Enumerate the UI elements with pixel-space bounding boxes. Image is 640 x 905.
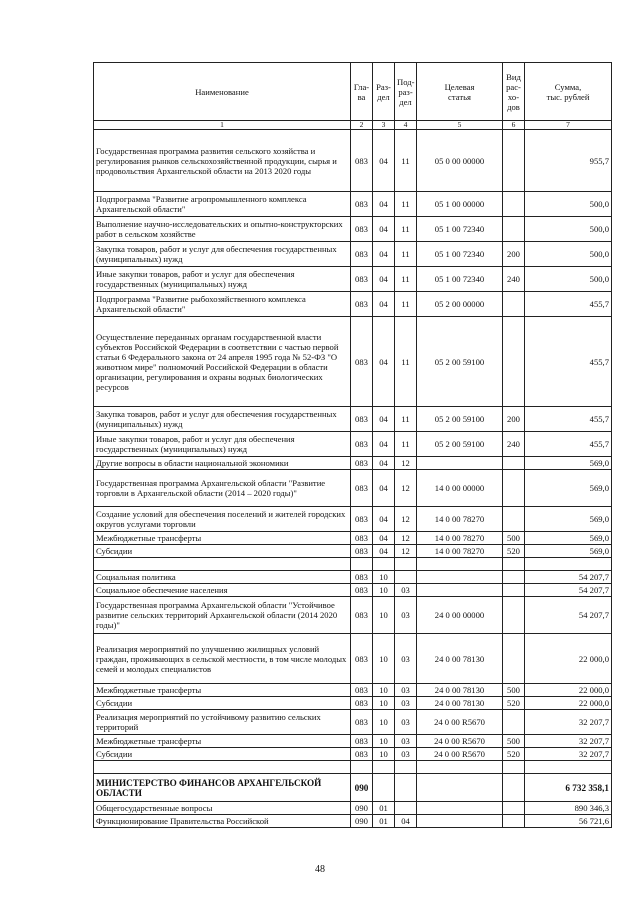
cell-glava: 090 — [351, 802, 373, 815]
cell-vid — [503, 774, 525, 802]
cell-razdel: 04 — [373, 407, 395, 432]
cell-podrazdel: 11 — [395, 267, 417, 292]
cell-name: Субсидии — [94, 697, 351, 710]
cell-sum: 569,0 — [525, 532, 612, 545]
cell-glava: 083 — [351, 407, 373, 432]
budget-table — [93, 62, 612, 828]
cell-name: Социальное обеспечение населения — [94, 584, 351, 597]
cell-glava: 083 — [351, 267, 373, 292]
cell-target — [417, 802, 503, 815]
cell-razdel: 04 — [373, 292, 395, 317]
col-number: 3 — [373, 121, 395, 130]
cell-razdel: 04 — [373, 242, 395, 267]
cell-name: Другие вопросы в области национальной экономики — [94, 457, 351, 470]
cell-vid: 520 — [503, 748, 525, 761]
cell-razdel: 04 — [373, 267, 395, 292]
cell-name: Межбюджетные трансферты — [94, 532, 351, 545]
cell-razdel: 10 — [373, 597, 395, 634]
cell-vid — [503, 292, 525, 317]
cell-sum: 32 207,7 — [525, 748, 612, 761]
header-podrazdel: Под- раз- дел — [395, 63, 417, 121]
cell-target: 24 0 00 R5670 — [417, 748, 503, 761]
cell-razdel: 10 — [373, 634, 395, 684]
cell-sum: 569,0 — [525, 545, 612, 558]
cell-target: 05 2 00 00000 — [417, 292, 503, 317]
cell-name: Межбюджетные трансферты — [94, 735, 351, 748]
cell-podrazdel: 03 — [395, 697, 417, 710]
cell-vid — [503, 571, 525, 584]
cell-name — [94, 761, 351, 774]
cell-vid: 500 — [503, 684, 525, 697]
cell-vid — [503, 597, 525, 634]
header-vid: Вид рас- хо- дов — [503, 63, 525, 121]
cell-glava: 083 — [351, 545, 373, 558]
cell-name: Межбюджетные трансферты — [94, 684, 351, 697]
table-row — [94, 130, 612, 192]
cell-name: Реализация мероприятий по улучшению жилищных условий граждан, проживающих в сельской местности, в том числе молодых семей и молодых специалистов — [94, 634, 351, 684]
cell-sum: 455,7 — [525, 407, 612, 432]
cell-podrazdel: 12 — [395, 545, 417, 558]
col-number: 6 — [503, 121, 525, 130]
table-row — [94, 684, 612, 697]
cell-target: 05 1 00 00000 — [417, 192, 503, 217]
cell-name: Закупка товаров, работ и услуг для обеспечения государственных (муниципальных) нужд — [94, 242, 351, 267]
header-target: Целевая статья — [417, 63, 503, 121]
table-row — [94, 407, 612, 432]
cell-vid: 500 — [503, 532, 525, 545]
cell-name: Создание условий для обеспечения поселений и жителей городских округов услугами торговли — [94, 507, 351, 532]
cell-podrazdel: 12 — [395, 457, 417, 470]
cell-sum: 455,7 — [525, 317, 612, 407]
cell-name: Социальная политика — [94, 571, 351, 584]
cell-razdel: 10 — [373, 748, 395, 761]
cell-podrazdel: 03 — [395, 684, 417, 697]
cell-target: 14 0 00 78270 — [417, 532, 503, 545]
cell-podrazdel: 11 — [395, 192, 417, 217]
header-sum: Сумма, тыс. рублей — [525, 63, 612, 121]
cell-target: 24 0 00 R5670 — [417, 710, 503, 735]
cell-razdel: 04 — [373, 192, 395, 217]
cell-razdel: 04 — [373, 470, 395, 507]
cell-podrazdel: 12 — [395, 532, 417, 545]
cell-sum: 32 207,7 — [525, 735, 612, 748]
cell-name: Подпрограмма "Развитие рыбохозяйственного комплекса Архангельской области" — [94, 292, 351, 317]
cell-razdel: 10 — [373, 584, 395, 597]
cell-sum: 6 732 358,1 — [525, 774, 612, 802]
cell-name: Государственная программа Архангельской области "Развитие торговли в Архангельской области (2014 – 2020 годы)" — [94, 470, 351, 507]
cell-target: 24 0 00 R5670 — [417, 735, 503, 748]
table-row — [94, 507, 612, 532]
cell-podrazdel: 11 — [395, 432, 417, 457]
cell-target: 05 1 00 72340 — [417, 242, 503, 267]
cell-vid — [503, 761, 525, 774]
cell-vid: 520 — [503, 697, 525, 710]
cell-vid — [503, 457, 525, 470]
cell-sum: 22 000,0 — [525, 697, 612, 710]
cell-sum: 54 207,7 — [525, 597, 612, 634]
cell-glava: 083 — [351, 130, 373, 192]
cell-podrazdel: 03 — [395, 710, 417, 735]
table-row — [94, 317, 612, 407]
cell-podrazdel — [395, 802, 417, 815]
cell-podrazdel: 03 — [395, 634, 417, 684]
col-number: 5 — [417, 121, 503, 130]
cell-podrazdel: 11 — [395, 317, 417, 407]
table-row — [94, 267, 612, 292]
cell-podrazdel — [395, 774, 417, 802]
table-row — [94, 532, 612, 545]
cell-sum: 569,0 — [525, 457, 612, 470]
cell-razdel — [373, 774, 395, 802]
cell-vid: 200 — [503, 242, 525, 267]
cell-sum: 569,0 — [525, 507, 612, 532]
cell-name: Выполнение научно-исследовательских и опытно-конструкторских работ в сельском хозяйстве — [94, 217, 351, 242]
cell-razdel: 04 — [373, 217, 395, 242]
cell-target — [417, 815, 503, 828]
cell-target: 05 2 00 59100 — [417, 407, 503, 432]
cell-vid: 520 — [503, 545, 525, 558]
cell-name: Иные закупки товаров, работ и услуг для обеспечения государственных (муниципальных) нужд — [94, 432, 351, 457]
header-glava: Гла- ва — [351, 63, 373, 121]
cell-vid — [503, 130, 525, 192]
cell-podrazdel: 03 — [395, 748, 417, 761]
cell-target — [417, 761, 503, 774]
cell-podrazdel: 11 — [395, 407, 417, 432]
cell-glava: 083 — [351, 748, 373, 761]
cell-glava: 083 — [351, 697, 373, 710]
cell-target — [417, 457, 503, 470]
cell-podrazdel — [395, 571, 417, 584]
cell-podrazdel: 03 — [395, 584, 417, 597]
cell-vid — [503, 634, 525, 684]
header-razdel: Раз- дел — [373, 63, 395, 121]
cell-podrazdel: 12 — [395, 507, 417, 532]
cell-razdel: 10 — [373, 735, 395, 748]
cell-podrazdel: 12 — [395, 470, 417, 507]
cell-target: 05 2 00 59100 — [417, 317, 503, 407]
cell-sum: 455,7 — [525, 432, 612, 457]
cell-podrazdel — [395, 761, 417, 774]
cell-target: 24 0 00 78130 — [417, 697, 503, 710]
table-row — [94, 217, 612, 242]
table-body — [94, 130, 612, 828]
table-row — [94, 710, 612, 735]
cell-podrazdel: 11 — [395, 292, 417, 317]
table-row — [94, 697, 612, 710]
table-row — [94, 761, 612, 774]
cell-vid: 500 — [503, 735, 525, 748]
cell-vid — [503, 815, 525, 828]
cell-name: Общегосударственные вопросы — [94, 802, 351, 815]
cell-name — [94, 558, 351, 571]
cell-podrazdel: 11 — [395, 130, 417, 192]
cell-razdel: 01 — [373, 815, 395, 828]
col-number: 1 — [94, 121, 351, 130]
cell-sum: 22 000,0 — [525, 634, 612, 684]
cell-glava: 083 — [351, 242, 373, 267]
cell-vid — [503, 558, 525, 571]
cell-glava: 090 — [351, 774, 373, 802]
cell-glava: 083 — [351, 292, 373, 317]
cell-name: Осуществление переданных органам государственной власти субъектов Российской Федерации в соответствии с частью первой статьи 6 Федерального закона от 24 апреля 1995 года № 52-ФЗ "О животном мире" полномочий Российской Федерации в области организации, регулирования и охраны водных биологических ресурсов — [94, 317, 351, 407]
cell-sum — [525, 558, 612, 571]
cell-name: Закупка товаров, работ и услуг для обеспечения государственных (муниципальных) нужд — [94, 407, 351, 432]
cell-razdel: 10 — [373, 710, 395, 735]
cell-name: Государственная программа развития сельского хозяйства и регулирования рынков сельскохозяйственной продукции, сырья и продовольствия Архангельской области на 2013 2020 годы — [94, 130, 351, 192]
table-row — [94, 634, 612, 684]
table-row — [94, 558, 612, 571]
cell-sum: 500,0 — [525, 217, 612, 242]
cell-glava: 083 — [351, 192, 373, 217]
cell-razdel: 04 — [373, 457, 395, 470]
column-number-row — [94, 121, 612, 130]
cell-glava: 083 — [351, 584, 373, 597]
cell-razdel: 10 — [373, 684, 395, 697]
cell-glava — [351, 761, 373, 774]
cell-target: 05 0 00 00000 — [417, 130, 503, 192]
cell-razdel: 04 — [373, 507, 395, 532]
cell-target — [417, 571, 503, 584]
cell-sum: 500,0 — [525, 267, 612, 292]
cell-glava — [351, 558, 373, 571]
table-row — [94, 597, 612, 634]
cell-razdel: 04 — [373, 317, 395, 407]
cell-vid: 200 — [503, 407, 525, 432]
col-number: 2 — [351, 121, 373, 130]
cell-sum — [525, 761, 612, 774]
cell-sum: 54 207,7 — [525, 571, 612, 584]
cell-razdel: 10 — [373, 571, 395, 584]
cell-glava: 083 — [351, 532, 373, 545]
cell-glava: 083 — [351, 735, 373, 748]
cell-target: 14 0 00 78270 — [417, 507, 503, 532]
table-row — [94, 735, 612, 748]
cell-sum: 890 346,3 — [525, 802, 612, 815]
cell-sum: 455,7 — [525, 292, 612, 317]
cell-vid — [503, 507, 525, 532]
cell-name: Субсидии — [94, 748, 351, 761]
table-row — [94, 292, 612, 317]
cell-sum: 955,7 — [525, 130, 612, 192]
cell-podrazdel: 04 — [395, 815, 417, 828]
cell-sum: 22 000,0 — [525, 684, 612, 697]
cell-name: МИНИСТЕРСТВО ФИНАНСОВ АРХАНГЕЛЬСКОЙ ОБЛАСТИ — [94, 774, 351, 802]
cell-vid — [503, 192, 525, 217]
cell-name: Реализация мероприятий по устойчивому развитию сельских территорий — [94, 710, 351, 735]
table-row — [94, 815, 612, 828]
cell-razdel — [373, 761, 395, 774]
cell-glava: 083 — [351, 457, 373, 470]
cell-glava: 083 — [351, 432, 373, 457]
cell-glava: 083 — [351, 317, 373, 407]
cell-razdel — [373, 558, 395, 571]
cell-target: 14 0 00 00000 — [417, 470, 503, 507]
cell-razdel: 04 — [373, 532, 395, 545]
col-number: 4 — [395, 121, 417, 130]
cell-sum: 56 721,6 — [525, 815, 612, 828]
cell-glava: 083 — [351, 571, 373, 584]
cell-sum: 32 207,7 — [525, 710, 612, 735]
cell-target — [417, 774, 503, 802]
cell-name: Функционирование Правительства Российской — [94, 815, 351, 828]
cell-name: Иные закупки товаров, работ и услуг для обеспечения государственных (муниципальных) нужд — [94, 267, 351, 292]
cell-glava: 083 — [351, 684, 373, 697]
cell-target: 05 2 00 59100 — [417, 432, 503, 457]
cell-target: 05 1 00 72340 — [417, 217, 503, 242]
table-row — [94, 192, 612, 217]
cell-glava: 083 — [351, 597, 373, 634]
cell-razdel: 01 — [373, 802, 395, 815]
cell-vid: 240 — [503, 432, 525, 457]
table-header-row — [94, 63, 612, 121]
cell-glava: 083 — [351, 470, 373, 507]
cell-glava: 090 — [351, 815, 373, 828]
cell-name: Государственная программа Архангельской области "Устойчивое развитие сельских территорий Архангельской области (2014 2020 годы)" — [94, 597, 351, 634]
col-number: 7 — [525, 121, 612, 130]
cell-target: 14 0 00 78270 — [417, 545, 503, 558]
table-row — [94, 545, 612, 558]
cell-target: 24 0 00 78130 — [417, 634, 503, 684]
cell-podrazdel: 03 — [395, 597, 417, 634]
cell-glava: 083 — [351, 507, 373, 532]
table-row — [94, 802, 612, 815]
cell-glava: 083 — [351, 634, 373, 684]
cell-podrazdel — [395, 558, 417, 571]
table-row — [94, 242, 612, 267]
cell-vid: 240 — [503, 267, 525, 292]
cell-sum: 500,0 — [525, 192, 612, 217]
cell-razdel: 04 — [373, 130, 395, 192]
cell-vid — [503, 802, 525, 815]
table-row — [94, 748, 612, 761]
cell-glava: 083 — [351, 217, 373, 242]
cell-razdel: 04 — [373, 545, 395, 558]
table-row — [94, 470, 612, 507]
cell-razdel: 10 — [373, 697, 395, 710]
page-number: 48 — [315, 864, 325, 875]
cell-target: 24 0 00 78130 — [417, 684, 503, 697]
cell-podrazdel: 11 — [395, 242, 417, 267]
table-row — [94, 571, 612, 584]
cell-vid — [503, 317, 525, 407]
cell-vid — [503, 584, 525, 597]
cell-sum: 54 207,7 — [525, 584, 612, 597]
table-row — [94, 432, 612, 457]
cell-podrazdel: 03 — [395, 735, 417, 748]
header-name: Наименование — [94, 63, 351, 121]
cell-podrazdel: 11 — [395, 217, 417, 242]
table-row — [94, 584, 612, 597]
table-row — [94, 457, 612, 470]
cell-sum: 500,0 — [525, 242, 612, 267]
cell-target: 05 1 00 72340 — [417, 267, 503, 292]
cell-vid — [503, 217, 525, 242]
cell-vid — [503, 470, 525, 507]
cell-name: Субсидии — [94, 545, 351, 558]
cell-name: Подпрограмма "Развитие агропромышленного комплекса Архангельской области" — [94, 192, 351, 217]
cell-target: 24 0 00 00000 — [417, 597, 503, 634]
cell-target — [417, 584, 503, 597]
cell-vid — [503, 710, 525, 735]
table-row — [94, 774, 612, 802]
cell-glava: 083 — [351, 710, 373, 735]
cell-target — [417, 558, 503, 571]
cell-sum: 569,0 — [525, 470, 612, 507]
cell-razdel: 04 — [373, 432, 395, 457]
